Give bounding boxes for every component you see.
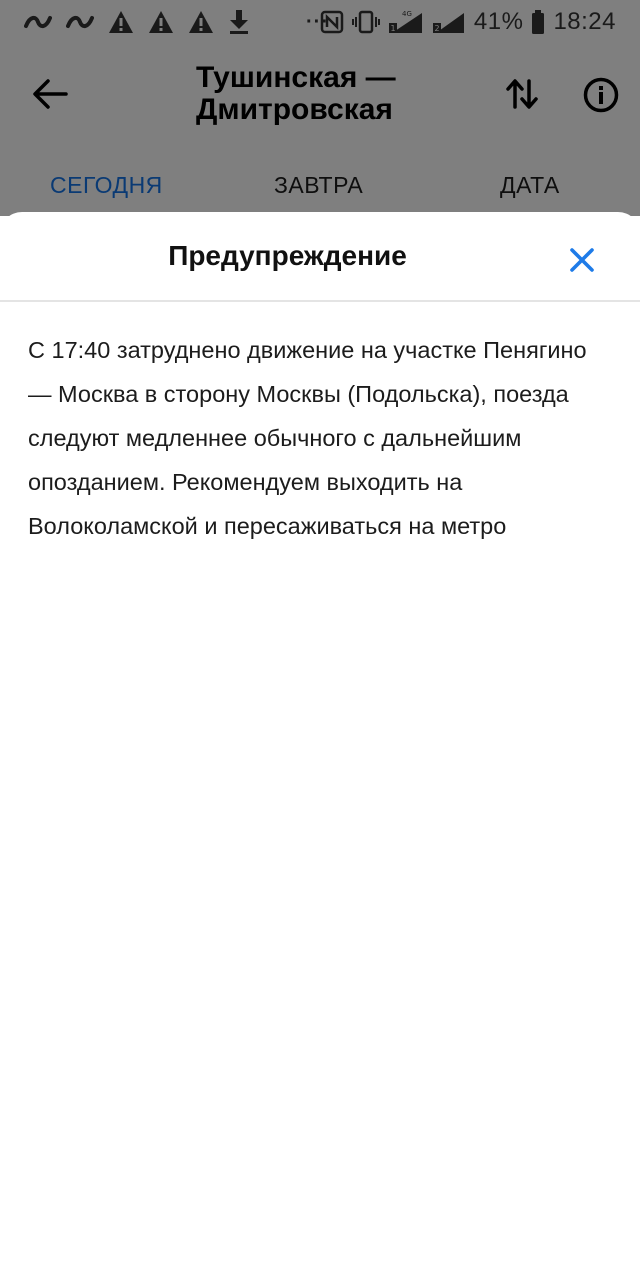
tab-today[interactable]: СЕГОДНЯ [50, 172, 163, 198]
route-title: Тушинская — Дмитровская [196, 61, 396, 126]
nfc-icon [320, 10, 344, 34]
warning-sheet [0, 212, 640, 1280]
status-right-icons [320, 8, 616, 36]
svg-text:1: 1 [390, 24, 396, 33]
sheet-title: Предупреждение [168, 240, 407, 271]
warning-icon [108, 10, 134, 34]
swap-vertical-icon [505, 77, 539, 111]
signal-wave-icon [24, 12, 52, 32]
sheet-header [0, 212, 640, 302]
warning-icon [148, 10, 174, 34]
more-notifications-indicator: ··· [306, 10, 329, 33]
info-button[interactable] [578, 72, 624, 118]
date-tabs [0, 166, 640, 206]
back-button[interactable] [28, 72, 72, 116]
battery-icon [531, 9, 545, 35]
arrow-left-icon [32, 78, 68, 110]
svg-text:2: 2 [434, 24, 440, 33]
sim2-signal-icon [432, 9, 466, 35]
close-button[interactable] [562, 240, 602, 280]
tab-tomorrow[interactable]: ЗАВТРА [274, 172, 364, 198]
app-bar [0, 44, 640, 216]
sim1-signal-icon [388, 9, 424, 35]
download-icon [228, 9, 250, 35]
warning-icon [188, 10, 214, 34]
warning-message: С 17:40 затруднено движение на участке Пенягино — Москва в сторону Москвы (Подольска), поезда следуют медленнее обычного с дальнейшим опозданием. Рекомендуем выходить на Волоколамской и пересаживаться на метро [28, 337, 587, 539]
status-time: 18:24 [553, 8, 616, 35]
battery-percent: 41% [473, 8, 524, 35]
status-left-icons [24, 8, 329, 36]
close-icon [569, 247, 595, 273]
network-type-label: 4G [401, 10, 412, 18]
swap-direction-button[interactable] [500, 72, 544, 116]
tab-date[interactable]: ДАТА [500, 172, 560, 198]
status-bar [0, 0, 640, 44]
signal-wave-icon [66, 12, 94, 32]
vibrate-icon [352, 10, 380, 34]
info-icon [583, 77, 619, 113]
